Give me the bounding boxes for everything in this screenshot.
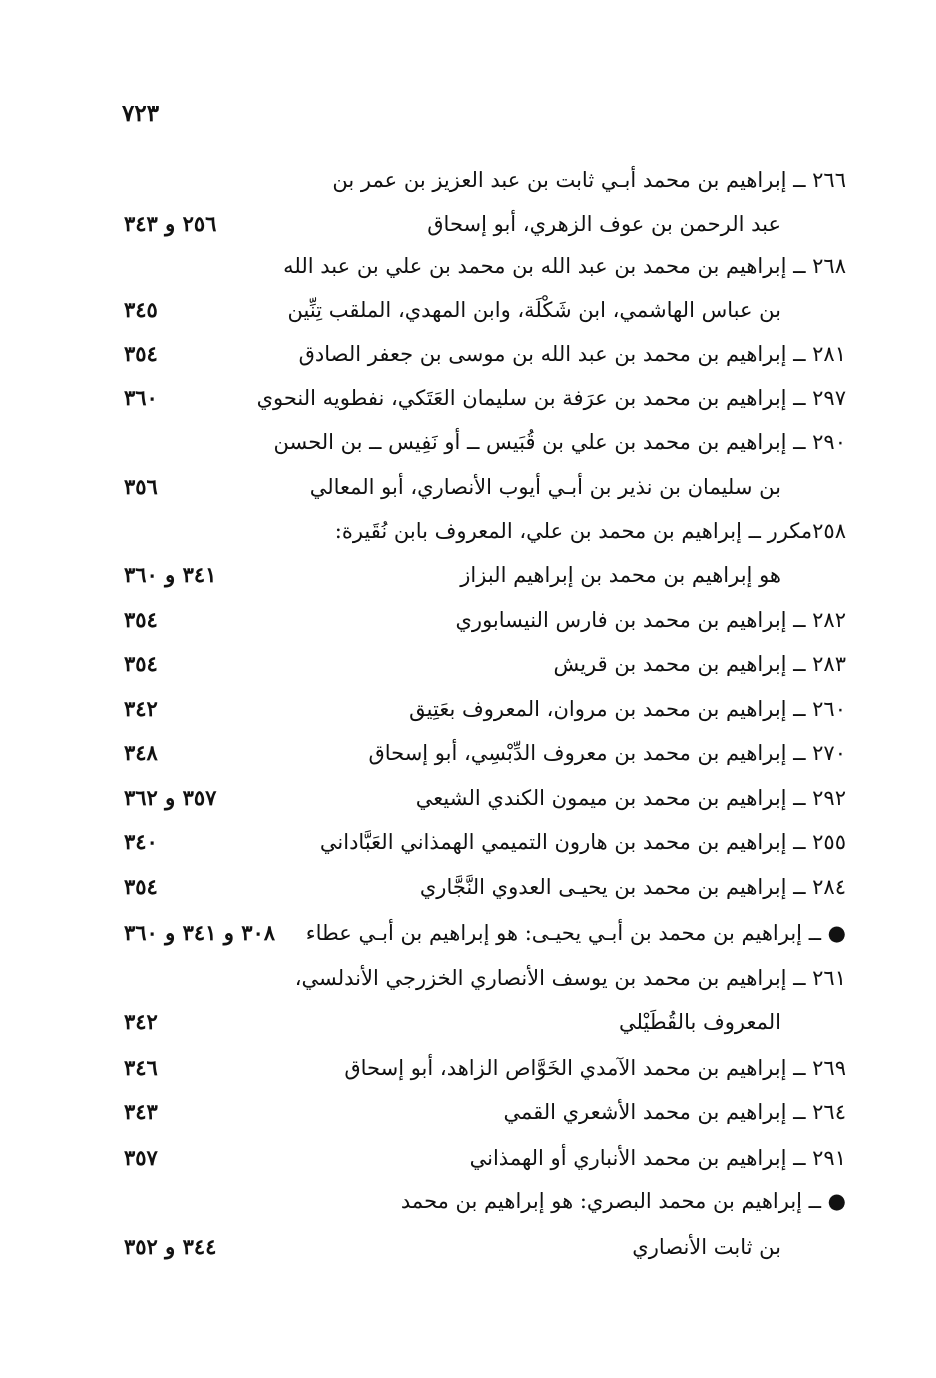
index-entry xyxy=(0,732,936,774)
entry-text: ٢٦٦ ــ إبراهيم بن محمد أبـي ثابت بن عبد العزيز بن عمر بن xyxy=(332,168,846,192)
page-reference: ٣٥٤ xyxy=(124,607,158,632)
page-reference: ٣٤٦ xyxy=(124,1055,158,1080)
index-entry xyxy=(0,777,936,819)
page-reference: ٣٤٥ xyxy=(124,297,158,322)
entry-text: بن عباس الهاشمي، ابن شَكْلَة، وابن المهدي، الملقب تِنِّين xyxy=(287,298,781,322)
index-entry xyxy=(0,421,936,463)
entry-text: ٢٥٥ ــ إبراهيم بن محمد بن هارون التميمي الهمذاني العَبَّاداني xyxy=(319,830,846,854)
entry-text: ٢٩٧ ــ إبراهيم بن محمد بن عرَفة بن سليمان العَتَكي، نفطويه النحوي xyxy=(256,386,846,410)
index-entry xyxy=(0,159,936,201)
entry-text: ٢٨٣ ــ إبراهيم بن محمد بن قريش xyxy=(553,652,846,676)
index-entry xyxy=(0,554,936,596)
page-reference: ٣٤٢ xyxy=(124,1009,158,1034)
entry-text: ٢٦٩ ــ إبراهيم بن محمد الآمدي الخَوَّاص الزاهد، أبو إسحاق xyxy=(344,1056,846,1080)
entry-text: عبد الرحمن بن عوف الزهري، أبو إسحاق xyxy=(427,212,781,236)
entry-text: بن ثابت الأنصاري xyxy=(632,1235,781,1259)
index-entry xyxy=(0,1180,936,1222)
page-reference: ٣٤٣ xyxy=(124,1099,158,1124)
entry-text: ٢٦١ ــ إبراهيم بن محمد بن يوسف الأنصاري الخزرجي الأندلسي، xyxy=(294,966,846,990)
entry-text: ٢٦٨ ــ إبراهيم بن محمد بن عبد الله بن محمد بن علي بن عبد الله xyxy=(283,254,846,278)
entry-text: ٢٧٠ ــ إبراهيم بن محمد بن معروف الدِّبْسِي، أبو إسحاق xyxy=(368,741,846,765)
index-entry xyxy=(0,821,936,863)
index-entry xyxy=(0,466,936,508)
entry-text: ٢٩٠ ــ إبراهيم بن محمد بن علي بن قُبَيس ــ أو نَفِيس ــ بن الحسن xyxy=(273,430,846,454)
index-entry xyxy=(0,245,936,287)
entry-text: ٢٨١ ــ إبراهيم بن محمد بن عبد الله بن موسى بن جعفر الصادق xyxy=(298,342,846,366)
index-entry xyxy=(0,912,936,954)
page-reference: ٣٤٤ و ٣٥٢ xyxy=(124,1234,217,1259)
entry-text: ٢٨٤ ــ إبراهيم بن محمد بن يحيـى العدوي النَّجَّاري xyxy=(419,875,846,899)
page-reference: ٣٤٠ xyxy=(124,829,158,854)
entry-text: المعروف بالقُطَيْلي xyxy=(619,1010,781,1034)
page-reference: ٣٥٤ xyxy=(124,341,158,366)
entry-text: ٢٥٨مكرر ــ إبراهيم بن محمد بن علي، المعروف بابن نُقَيرة: xyxy=(334,519,846,543)
page-reference: ٣٥٦ xyxy=(124,474,158,499)
entry-text: ٢٩٢ ــ إبراهيم بن محمد بن ميمون الكندي الشيعي xyxy=(415,786,846,810)
page-reference: ٣٦٠ xyxy=(124,385,158,410)
page-reference: ٣٠٨ و ٣٤١ و ٣٦٠ xyxy=(124,920,276,945)
page-reference: ٢٥٦ و ٣٤٣ xyxy=(124,211,217,236)
entry-text: هو إبراهيم بن محمد بن إبراهيم البزاز xyxy=(460,563,781,587)
entry-text: ٢٨٢ ــ إبراهيم بن محمد بن فارس النيسابوري xyxy=(455,608,846,632)
index-entry xyxy=(0,1001,936,1043)
index-entry xyxy=(0,957,936,999)
index-entry xyxy=(0,688,936,730)
page-reference: ٣٥٧ xyxy=(124,1145,158,1170)
entry-text: ٢٦٠ ــ إبراهيم بن محمد بن مروان، المعروف بعَتِيق xyxy=(409,697,846,721)
entry-text: ٢٩١ ــ إبراهيم بن محمد الأنباري أو الهمذاني xyxy=(469,1146,846,1170)
entry-text: ● ــ إبراهيم بن محمد بن أبـي يحيـى: هو إبراهيم بن أبـي عطاء xyxy=(305,921,846,945)
index-entry xyxy=(0,599,936,641)
page-reference: ٣٥٤ xyxy=(124,874,158,899)
index-entry xyxy=(0,289,936,331)
index-entry xyxy=(0,377,936,419)
index-entry xyxy=(0,1137,936,1179)
page-reference: ٣٥٧ و ٣٦٢ xyxy=(124,785,217,810)
index-entry xyxy=(0,866,936,908)
page-reference: ٣٤٢ xyxy=(124,696,158,721)
page-number: ٧٢٣ xyxy=(122,100,160,127)
page-reference: ٣٤٨ xyxy=(124,740,158,765)
page-reference: ٣٥٤ xyxy=(124,651,158,676)
index-entry xyxy=(0,1226,936,1268)
index-entry xyxy=(0,643,936,685)
index-entry xyxy=(0,203,936,245)
entry-text: ٢٦٤ ــ إبراهيم بن محمد الأشعري القمي xyxy=(503,1100,846,1124)
index-entry xyxy=(0,1091,936,1133)
index-entry xyxy=(0,1047,936,1089)
entry-text: ● ــ إبراهيم بن محمد البصري: هو إبراهيم بن محمد xyxy=(400,1189,846,1213)
entry-text: بن سليمان بن نذير بن أبـي أيوب الأنصاري، أبو المعالي xyxy=(309,475,781,499)
index-entry xyxy=(0,510,936,552)
index-entry xyxy=(0,333,936,375)
page-reference: ٣٤١ و ٣٦٠ xyxy=(124,562,217,587)
